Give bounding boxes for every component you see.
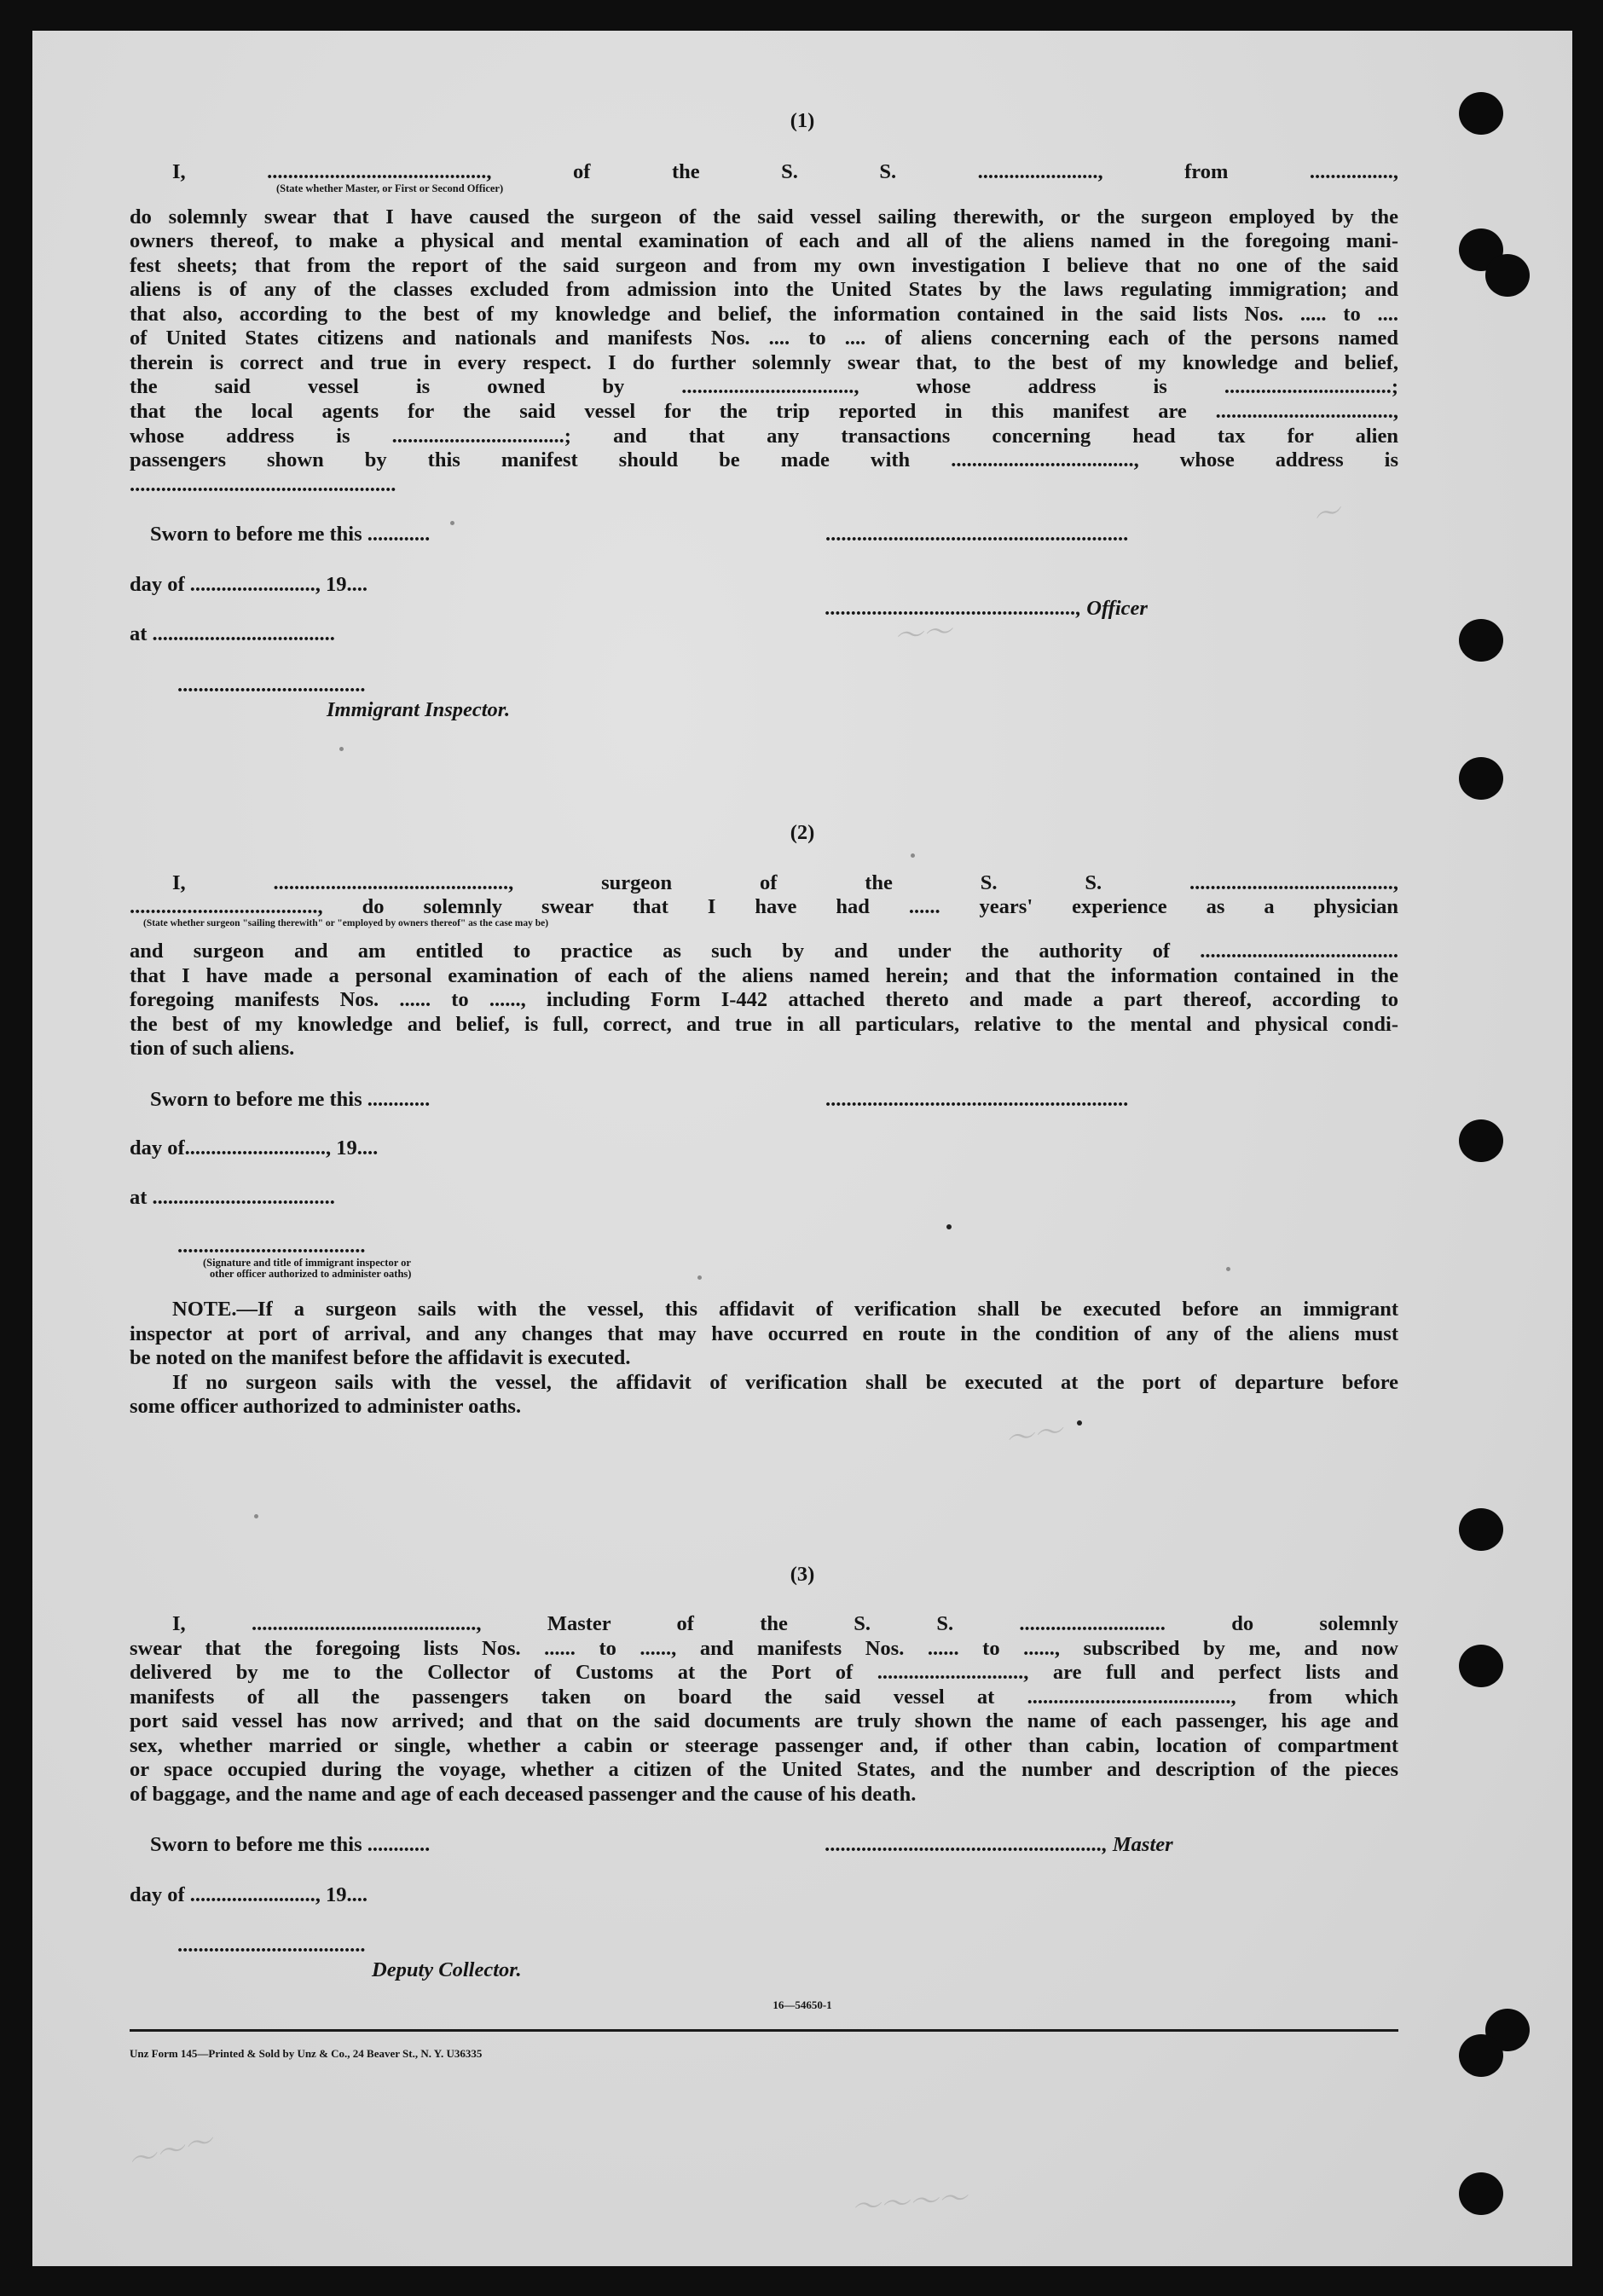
punch-hole: [1459, 1119, 1503, 1162]
section-1-body-line: therein is correct and true in every respect. I do further solemnly swear that, to the best of my knowledge and belief,: [130, 351, 1398, 374]
pencil-mark: 〜〜: [1002, 1414, 1066, 1458]
section-1-body-line: ...................................................: [130, 473, 396, 496]
section-1-officer-note: (State whether Master, or First or Second Officer): [276, 182, 504, 194]
section-1-day-of: day of ........................, 19....: [130, 573, 368, 596]
section-3-body-line: manifests of all the passengers taken on board the said vessel at ......................................., from which: [130, 1686, 1398, 1709]
section-3-collector-dots: ....................................: [177, 1934, 366, 1957]
section-2-body-line: that I have made a personal examination of each of the aliens named herein; and that the information contained in the: [130, 964, 1398, 987]
section-2-signature-dots: ....................................: [177, 1235, 366, 1258]
section-1-body-line: that also, according to the best of my knowledge and belief, the information contained in the said lists Nos. ..... to ....: [130, 303, 1398, 326]
section-1-body-line: aliens is of any of the classes excluded from admission into the United States by the laws regulating immigration; and: [130, 278, 1398, 301]
section-1-body-line: owners thereof, to make a physical and mental examination of each and all of the aliens named in the foregoing mani-: [130, 229, 1398, 252]
section-2-sworn: Sworn to before me this ............: [150, 1088, 431, 1111]
section-2-heading: (2): [790, 821, 815, 844]
section-3-heading: (3): [790, 1563, 815, 1586]
section-2-note-line: NOTE.—If a surgeon sails with the vessel, this affidavit of verification shall be executed before an immigrant: [172, 1298, 1398, 1321]
section-3-body-line: port said vessel has now arrived; and that on the said documents are truly shown the name of each passenger, his age and: [130, 1709, 1398, 1732]
section-3-body-line: delivered by me to the Collector of Customs at the Port of ............................, are full and perfect lists and: [130, 1661, 1398, 1684]
section-1-inspector-label: Immigrant Inspector.: [327, 698, 511, 721]
punch-hole: [1459, 757, 1503, 800]
section-3-sworn: Sworn to before me this ............: [150, 1833, 431, 1856]
section-2-note-line: inspector at port of arrival, and any changes that may have occurred en route in the condition of any of the aliens must: [130, 1322, 1398, 1345]
section-1-at: at ...................................: [130, 622, 335, 645]
section-1-signature-line: ..........................................................: [825, 523, 1129, 546]
section-2-body-line: and surgeon and am entitled to practice as such by and under the authority of ......................................: [130, 940, 1398, 963]
form-number: 16—54650-1: [773, 1998, 832, 2011]
section-1-body-line: of United States citizens and nationals and manifests Nos. .... to .... of aliens concerning each of the persons named: [130, 327, 1398, 350]
pencil-mark: 〜〜〜〜: [849, 2181, 969, 2225]
speck: [1226, 1267, 1230, 1271]
speck: [911, 853, 915, 858]
section-3-body-line: swear that the foregoing lists Nos. ...... to ......, and manifests Nos. ...... to ......, subscribed by me, and now: [130, 1637, 1398, 1660]
section-2-signature-line: ..........................................................: [825, 1088, 1129, 1111]
section-1-body-line: do solemnly swear that I have caused the surgeon of the said vessel sailing therewith, or the surgeon employed by the: [130, 205, 1398, 228]
section-1-body-line: passengers shown by this manifest should be made with ..................................., whose address is: [130, 448, 1398, 471]
section-1-heading: (1): [790, 109, 815, 132]
section-1-body-line: the said vessel is owned by ................................., whose address is ................................;: [130, 375, 1398, 398]
section-2-line-1: I, ............................................., surgeon of the S. S. .......................................,: [172, 871, 1398, 894]
section-1-line-1: I, .........................................., of the S. S. ......................., from ................,: [172, 160, 1398, 183]
section-2-day-of: day of..........................., 19....: [130, 1136, 379, 1160]
speck: [450, 521, 454, 525]
section-3-body-line: sex, whether married or single, whether a cabin or steerage passenger and, if other than cabin, location of compartment: [130, 1734, 1398, 1757]
section-1-sworn: Sworn to before me this ............: [150, 523, 431, 546]
section-2-note-line: some officer authorized to administer oaths.: [130, 1395, 522, 1418]
section-1-body-line: that the local agents for the said vessel for the trip reported in this manifest are ..................................,: [130, 400, 1398, 423]
pencil-mark: 〜〜: [892, 614, 954, 655]
section-1-body-line: whose address is .................................; and that any transactions concerning head tax for alien: [130, 425, 1398, 448]
speck: [946, 1224, 952, 1229]
section-1-body-line: fest sheets; that from the report of the said surgeon and from my own investigation I believe that no one of the said: [130, 254, 1398, 277]
section-3-body-line: of baggage, and the name and age of each deceased passenger and the cause of his death.: [130, 1783, 917, 1806]
section-2-body-line: the best of my knowledge and belief, is full, correct, and true in all particulars, relative to the mental and physical condi-: [130, 1013, 1398, 1036]
section-1-officer-line: ................................................, Officer: [825, 597, 1148, 620]
section-2-at: at ...................................: [130, 1186, 335, 1209]
section-2-body-line: foregoing manifests Nos. ...... to ......, including Form I-442 attached thereto and made a part thereof, according to: [130, 988, 1398, 1011]
section-3-body-line: or space occupied during the voyage, whether a citizen of the United States, and the number and description of the pieces: [130, 1758, 1398, 1781]
section-2-signature-note: (Signature and title of immigrant inspector or: [203, 1257, 411, 1269]
pencil-mark: 〜: [1307, 494, 1347, 536]
section-2-note-line: If no surgeon sails with the vessel, the affidavit of verification shall be executed at the port of departure before: [172, 1371, 1398, 1394]
form-page: [32, 31, 1572, 2266]
section-3-master-line: ....................................................., Master: [825, 1833, 1173, 1856]
pencil-mark: 〜〜〜: [124, 2124, 217, 2180]
section-3-collector-label: Deputy Collector.: [372, 1958, 522, 1981]
punch-hole: [1459, 2172, 1503, 2215]
punch-hole: [1459, 1508, 1503, 1551]
section-2-line-2: ...................................., do solemnly swear that I have had ...... years' experience as a physician: [130, 895, 1398, 918]
section-2-note-line: be noted on the manifest before the affidavit is executed.: [130, 1346, 631, 1369]
punch-hole: [1459, 2034, 1503, 2077]
section-2-signature-note: other officer authorized to administer oaths): [210, 1268, 412, 1280]
section-1-inspector-dots: ....................................: [177, 674, 366, 697]
speck: [254, 1514, 258, 1518]
section-3-body-line: I, ..........................................., Master of the S. S. ............................ do solemnly: [172, 1612, 1398, 1635]
speck: [1077, 1420, 1082, 1426]
speck: [697, 1275, 702, 1280]
punch-hole: [1485, 254, 1530, 297]
section-2-surgeon-note: (State whether surgeon "sailing therewith" or "employed by owners thereof" as the case may be): [143, 918, 549, 928]
speck: [339, 747, 344, 751]
section-3-day-of: day of ........................, 19....: [130, 1883, 368, 1906]
punch-hole: [1459, 1645, 1503, 1687]
section-2-body-line: tion of such aliens.: [130, 1037, 295, 1060]
punch-hole: [1459, 619, 1503, 662]
printer-line: Unz Form 145—Printed & Sold by Unz & Co., 24 Beaver St., N. Y. U36335: [130, 2047, 483, 2060]
footer-rule: [130, 2029, 1398, 2032]
